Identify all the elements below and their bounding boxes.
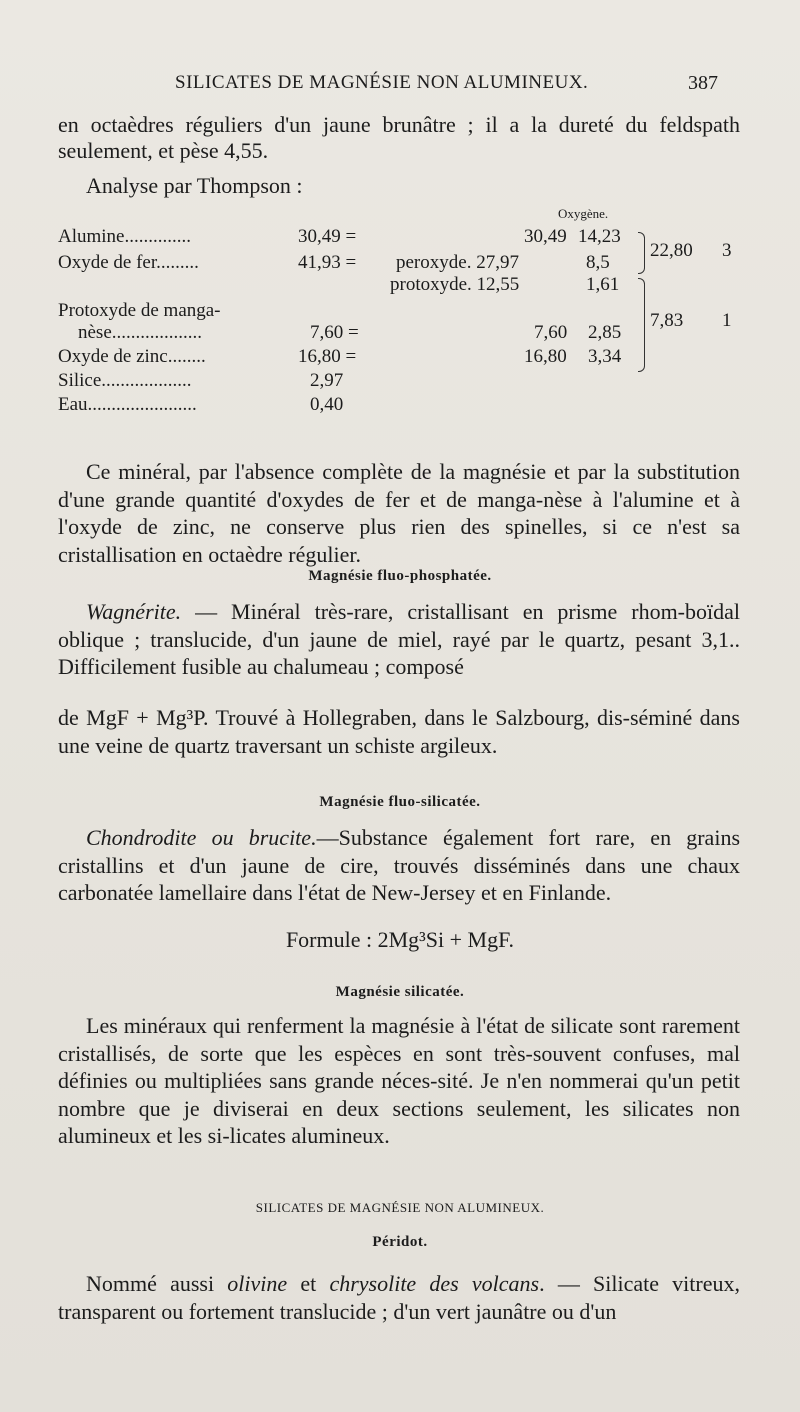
peridot-text-c: . — Silicate vitreux, transparent ou fortement translucide ; d'un vert jaunâtre ou d'un [58, 1271, 741, 1324]
paragraph-spinelles: Ce minéral, par l'absence complète de la magnésie et par la substitution d'une grande quantité d'oxydes de fer et de manga-nèse à l'alumine et à l'oxyde de zinc, ne conserve plus rien des spinelles, si ce n'est sa cristallisation en octaèdre régulier. [58, 459, 740, 567]
section-heading-fluo-silicatee: Magnésie fluo-silicatée. [319, 794, 481, 810]
oxygen-sum-2: 7,83 [650, 310, 684, 331]
table-row [58, 346, 758, 368]
mineral-name: Wagnérite. [86, 599, 182, 624]
paragraph-peridot [58, 1270, 740, 1325]
peridot-text-a: Nommé aussi [86, 1271, 228, 1296]
analysis-label: Analyse par Thompson : [86, 173, 303, 198]
peridot-text-b: et [287, 1271, 330, 1296]
row-oxygen: 8,5 [586, 252, 610, 273]
row-name: Oxyde de zinc........ [58, 346, 206, 367]
row-detail: 30,49 [524, 226, 567, 247]
subsection-heading: SILICATES DE MAGNÉSIE NON ALUMINEUX. [255, 1200, 545, 1215]
row-oxygen: 14,23 [578, 226, 621, 247]
group-brace [638, 232, 645, 274]
paragraph-silicates: Les minéraux qui renferment la magnésie à l'état de silicate sont rarement cristallisés, de sorte que les espèces en sont très-souvent confuses, mal définies ou multipliées sans grande néces-sité. Je n'en nommerai qu'un petit nombre que je diviserai en deux sections seulement, les silicates non alumineux et les si-licates alumineux. [58, 1013, 740, 1149]
row-detail: 7,60 [534, 322, 568, 343]
intro-text: en octaèdres réguliers d'un jaune brunâtre ; il a la dureté du feldspath seulement, et pèse 4,55. [58, 112, 740, 164]
oxygen-sum-1: 22,80 [650, 240, 693, 261]
table-row [58, 274, 758, 296]
mineral-name: Chondrodite ou brucite. [86, 825, 317, 850]
section-heading-fluo-phosphatee: Magnésie fluo-phosphatée. [308, 568, 492, 584]
ratio-2: 1 [722, 310, 732, 331]
row-oxygen: 3,34 [588, 346, 622, 367]
alias-chrysolite: chrysolite des volcans [329, 1271, 540, 1296]
analysis-table [58, 200, 758, 440]
row-name: Eau....................... [58, 394, 197, 415]
table-row [58, 370, 758, 392]
group-brace [638, 278, 645, 372]
section-heading-peridot: Péridot. [372, 1234, 428, 1250]
oxygen-header: Oxygène. [558, 206, 609, 221]
row-oxygen: 1,61 [586, 274, 620, 295]
row-name: Oxyde de fer......... [58, 252, 199, 273]
row-detail: 16,80 [524, 346, 567, 367]
row-name: Protoxyde de manga- [58, 300, 221, 321]
row-name: Alumine.............. [58, 226, 191, 247]
row-pct: 41,93 = [298, 252, 357, 273]
chondrodite-text: —Substance également fort rare, en grains cristallins et d'un jaune de cire, trouvés disséminés dans une chaux carbonatée lamellaire dans l'état de New-Jersey et en Finlande. [58, 825, 741, 906]
row-detail: peroxyde. 27,97 [396, 252, 519, 273]
wagnerite-text: — Minéral très-rare, cristallisant en prisme rhom-boïdal oblique ; translucide, d'un jaune de miel, rayé par le quartz, pesant 3,1.. Difficilement fusible au chalumeau ; composé [58, 599, 740, 680]
row-pct: 2,97 [310, 370, 344, 391]
formula: Formule : 2Mg³Si + MgF. [285, 927, 515, 952]
paragraph-wagnerite-formula: de MgF + Mg³P. Trouvé à Hollegraben, dans le Salzbourg, dis-séminé dans une veine de quartz traversant un schiste argileux. [58, 705, 740, 758]
row-pct: 0,40 [310, 394, 344, 415]
alias-olivine: olivine [227, 1271, 288, 1296]
row-pct: 16,80 = [298, 346, 357, 367]
running-title: SILICATES DE MAGNÉSIE NON ALUMINEUX. [175, 72, 589, 93]
row-name: Silice................... [58, 370, 192, 391]
section-heading-silicatee: Magnésie silicatée. [335, 984, 465, 1000]
row-pct: 7,60 = [310, 322, 359, 343]
row-oxygen: 2,85 [588, 322, 622, 343]
paragraph-wagnerite [58, 598, 740, 681]
page-number: 387 [688, 72, 718, 94]
ratio-1: 3 [722, 240, 732, 261]
paragraph-chondrodite [58, 824, 740, 907]
row-name: nèse................... [78, 322, 203, 343]
row-detail: protoxyde. 12,55 [390, 274, 520, 295]
row-pct: 30,49 = [298, 226, 357, 247]
table-row [58, 394, 758, 416]
